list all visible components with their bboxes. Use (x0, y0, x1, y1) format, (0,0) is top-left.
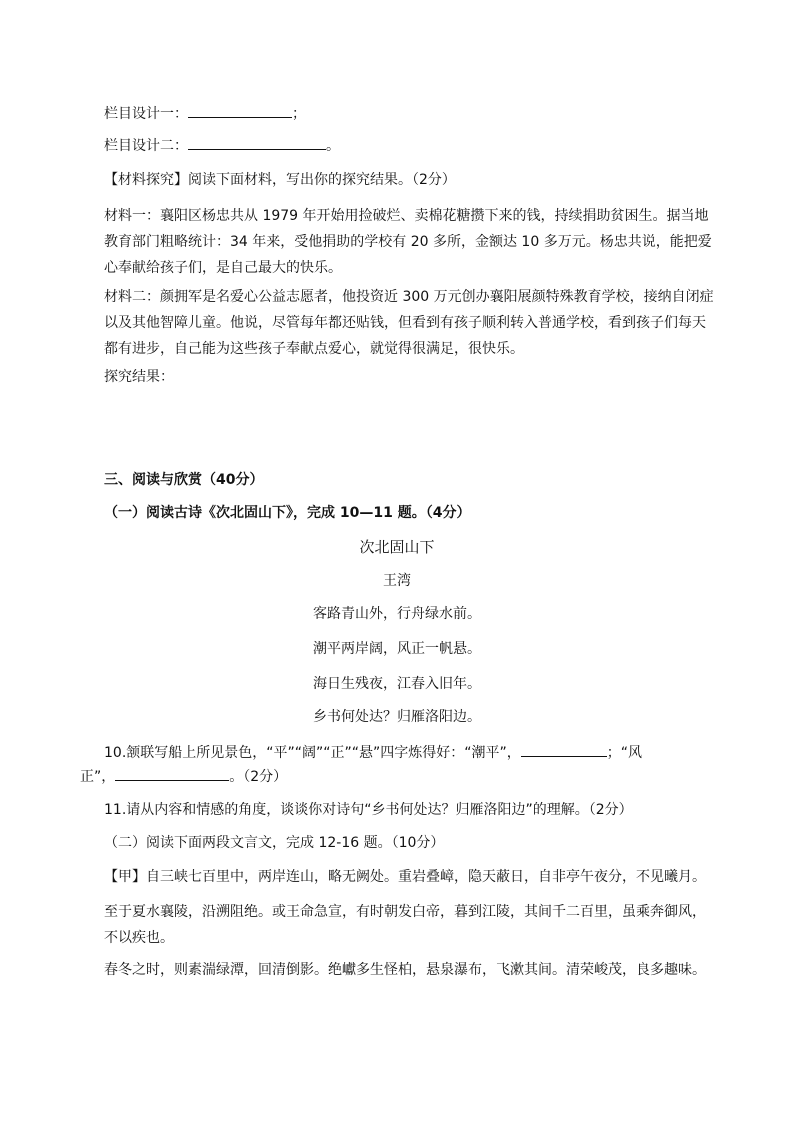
poem-line: 海日生残夜，江春入旧年。 (313, 676, 481, 692)
column-design-one (104, 103, 306, 124)
classical-para-2: 至于夏水襄陵，沿溯阻绝。或王命急宣，有时朝发白帝，暮到江陵，其间千二百里，虽乘奔御风，不以疾也。 (104, 904, 706, 946)
question-10-blank-2[interactable] (115, 766, 229, 781)
question-10-text: 10.颔联写船上所见景色，“平”“阔”“正”“悬”四字炼得好：“潮平”， (104, 745, 521, 761)
question-10-line-2 (80, 766, 287, 787)
inquiry-result-label: 探究结果： (104, 369, 174, 385)
question-10-text-4: 。（2分） (229, 769, 288, 785)
column-design-two-label: 栏目设计二： (104, 138, 188, 154)
poem-author: 王湾 (383, 573, 411, 589)
poem-line: 潮平两岸阔，风正一帆悬。 (313, 641, 481, 657)
material-2: 材料二：颜拥军是名爱心公益志愿者，他投资近 300 万元创办襄阳展颜特殊教育学校，接纳自闭症以及其他智障儿童。他说，尽管每年都还贴钱，但看到有孩子顺利转入普通学校，看到孩子们每天都有进步，自己能为这些孩子奉献点爱心，就觉得很满足，很快乐。 (104, 289, 714, 357)
question-10-text-2: ；“风 (606, 745, 643, 761)
poem-line: 客路青山外，行舟绿水前。 (313, 606, 481, 622)
question-10-blank-1[interactable] (521, 742, 607, 757)
question-11: 11.请从内容和情感的角度，谈谈你对诗句“乡书何处达？归雁洛阳边”的理解。（2分） (104, 802, 633, 818)
column-design-one-end: ； (292, 106, 306, 122)
column-design-one-blank[interactable] (188, 103, 292, 118)
column-design-two-end: 。 (326, 138, 340, 154)
column-design-one-label: 栏目设计一： (104, 106, 188, 122)
classical-para-1: 【甲】自三峡七百里中，两岸连山，略无阙处。重岩叠嶂，隐天蔽日，自非亭午夜分，不见曦月。 (104, 869, 706, 885)
column-design-two (104, 135, 340, 156)
question-10-text-3: 正”， (80, 769, 116, 785)
question-10-line-1 (104, 742, 642, 763)
classical-para-3: 春冬之时，则素湍绿潭，回清倒影。绝巘多生怪柏，悬泉瀑布，飞漱其间。清荣峻茂，良多趣味。 (104, 962, 706, 978)
section-three-title: 三、阅读与欣赏（40分） (104, 472, 264, 488)
column-design-two-blank[interactable] (188, 135, 326, 150)
classical-heading: （二）阅读下面两段文言文，完成 12-16 题。（10分） (104, 835, 445, 851)
material-1: 材料一：襄阳区杨忠共从 1979 年开始用捡破烂、卖棉花糖攒下来的钱，持续捐助贫困生。据当地教育部门粗略统计：34 年来，受他捐助的学校有 20 多所，金额达 10 多万元。杨忠共说，能把爱心奉献给孩子们，是自己最大的快乐。 (104, 208, 712, 276)
material-inquiry-heading: 【材料探究】阅读下面材料，写出你的探究结果。（2分） (104, 172, 456, 188)
part-one-heading: （一）阅读古诗《次北固山下》，完成 10—11 题。（4分） (104, 505, 471, 521)
poem-title: 次北固山下 (359, 538, 435, 556)
poem-line: 乡书何处达？归雁洛阳边。 (313, 709, 481, 725)
